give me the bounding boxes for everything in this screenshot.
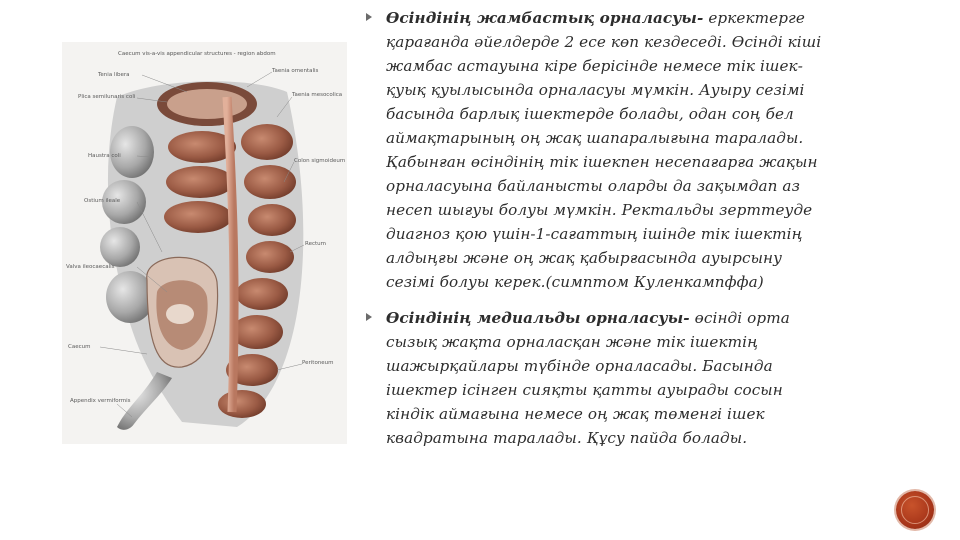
text-line: ішектер ісінген сияқты қатты ауырады сосын [386,381,783,399]
figure-label: Taenia mesocolica [292,92,343,98]
text-line: сызық жақта орналасқан және тік ішектің [386,333,759,351]
figure-label: Plica semilunaris coli [78,94,136,100]
text-line: қуық қуылысында орналасуы мүмкін. Ауыру сезімі [386,81,805,99]
figure-title: Caecum vis-a-vis appendicular structures - region abdom [118,51,276,57]
text-line: Қабынған өсіндінің тік ішекпен несепағарға жақын [386,153,818,171]
text-line: сезімі болуы керек.(симптом Куленкампффа) [386,273,764,291]
bullet-arrow-icon [366,13,372,21]
figure-label: Colon sigmoideum [294,158,346,164]
text-line: еркектерге [708,9,805,27]
bullet-heading: Өсіндінің медиальды орналасуы- [386,309,690,327]
bullet-text [386,6,862,294]
text-line: аймақтарының оң жақ шапаралығына таралады. [386,129,804,147]
text-line: несеп шығуы болуы мүмкін. Ректальды зерттеуде [386,201,813,219]
text-line: өсінді орта [694,309,790,327]
text-line: алдыңғы және оң жақ қабырғасында ауырсыну [386,249,783,267]
figure-label: Ostium ileale [84,198,121,204]
figure-label: Peritoneum [302,360,334,366]
bullet-item [366,6,862,294]
text-line: квадратына таралады. Құсу пайда болады. [386,429,748,447]
badge-ring [901,496,929,524]
figure-label: Teniа libera [98,72,130,78]
text-line: қарағанда әйелдерде 2 есе көп кездеседі. Өсінді кіші [386,33,822,51]
bullet-heading: Өсіндінің жамбастық орналасуы- [386,9,704,27]
text-line: шажырқайлары түбінде орналасады. Басында [386,357,773,375]
figure-label: Taenia omentalis [272,68,319,74]
text-line: орналасуына байланысты оларды да зақымдап аз [386,177,800,195]
figure-label: Appendix vermiformis [70,398,131,404]
anatomy-figure [62,42,347,444]
text-content [366,6,862,450]
text-line: кіндік аймағына немесе оң жақ төменгі ішек [386,405,765,423]
text-line: жамбас астауына кіре берісінде немесе тік ішек- [386,57,803,75]
bullet-text [386,306,862,450]
figure-label: Valva ileocaecalis [66,264,115,270]
figure-label: Haustra coli [88,153,121,159]
figure-label: Caecum [68,344,91,350]
page-badge [896,491,934,529]
text-line: басында барлық ішектерде болады, одан соң бел [386,105,794,123]
text-line: диагноз қою үшін-1-сағаттың ішінде тік ішектің [386,225,803,243]
bullet-item [366,306,862,450]
bullet-arrow-icon [366,313,372,321]
figure-label: Rectum [305,241,326,247]
